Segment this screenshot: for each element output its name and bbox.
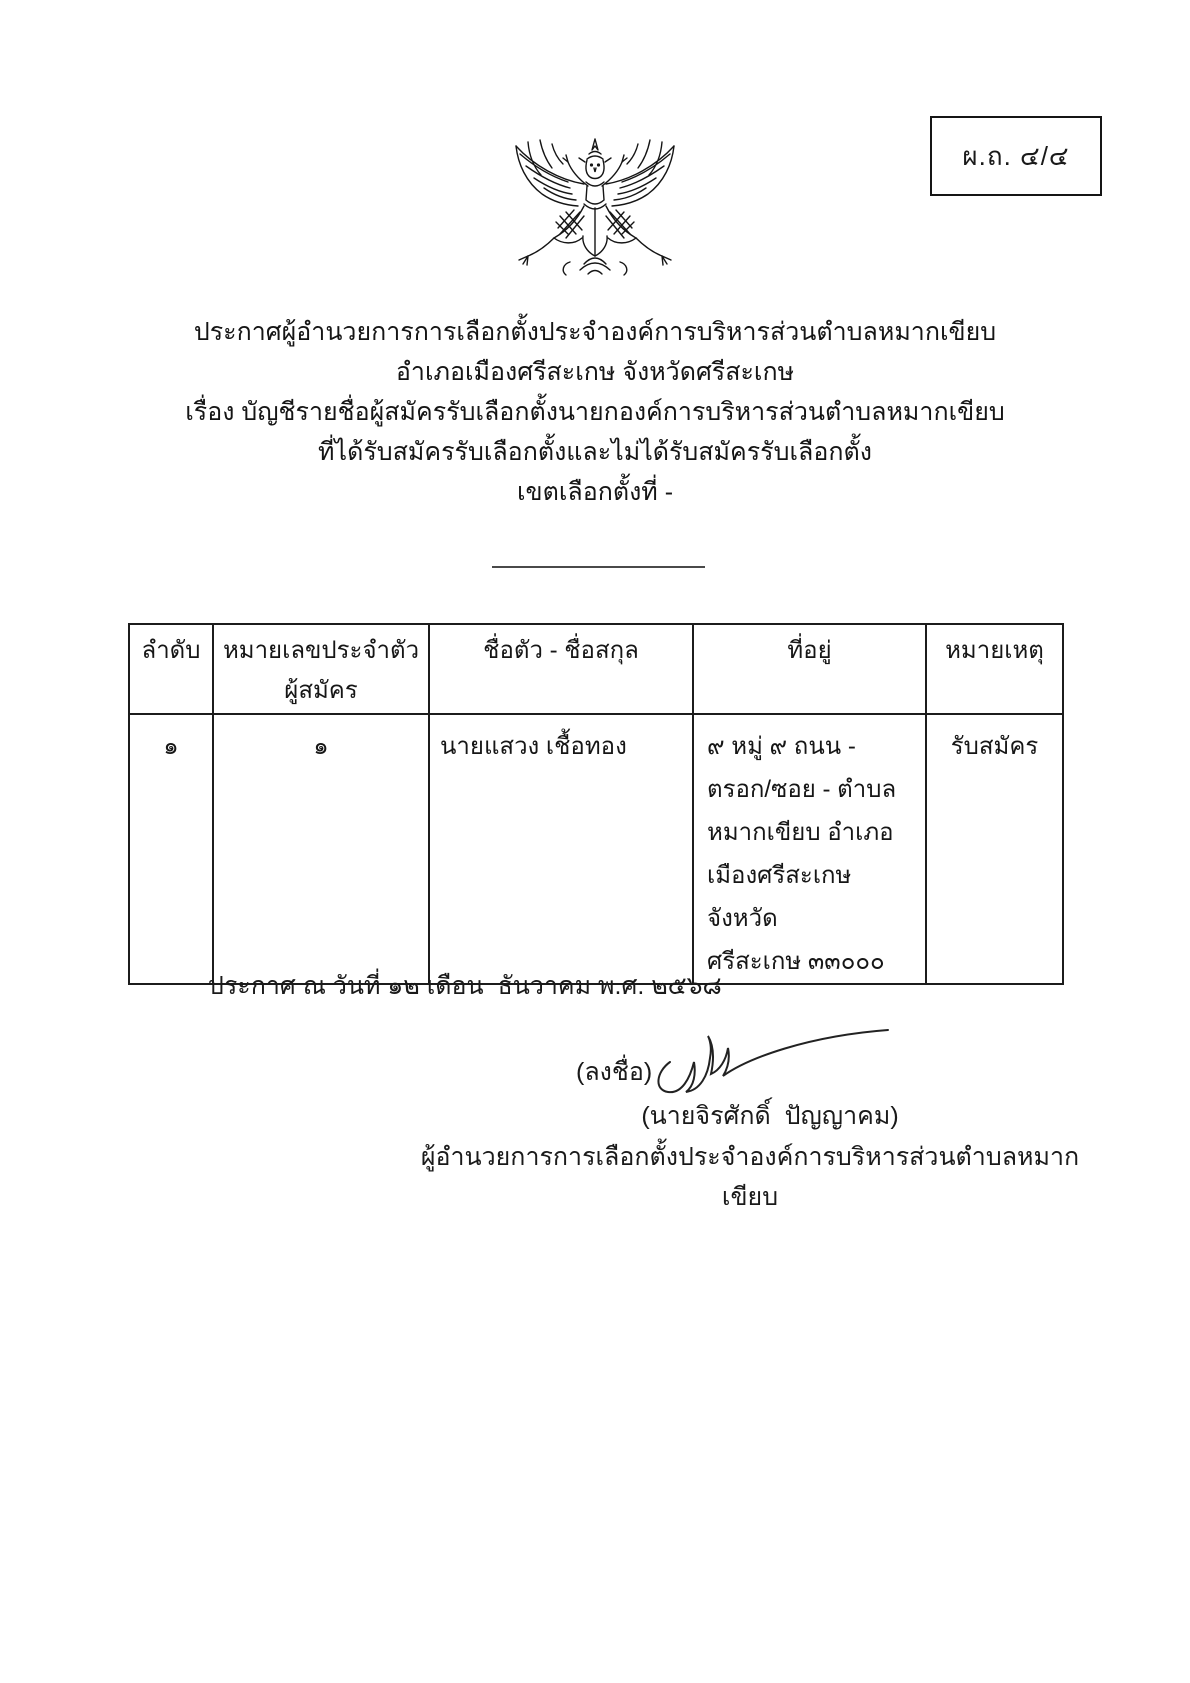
candidates-table (128, 623, 1064, 985)
table-row (129, 714, 1063, 984)
form-code-label: ผ.ถ. ๔/๔ (962, 140, 1070, 171)
title-line-5: เขตเลือกตั้งที่ - (516, 478, 674, 506)
table-header-row (129, 624, 1063, 714)
row-address: ๙ หมู่ ๙ ถนน - ตรอก/ซอย - ตำบล หมากเขียบ อำเภอ เมืองศรีสะเกษ จังหวัด ศรีสะเกษ ๓๓๐๐๐ (693, 714, 926, 984)
header-address: ที่อยู่ (693, 624, 926, 714)
signer-name: (นายจิรศักดิ์ ปัญญาคม) (641, 1102, 899, 1130)
signer-title: ผู้อำนวยการการเลือกตั้งประจำองค์การบริหารส่วนตำบลหมากเขียบ (420, 1143, 1080, 1211)
title-line-2: อำเภอเมืองศรีสะเกษ จังหวัดศรีสะเกษ (395, 358, 795, 386)
center-divider-rule (492, 566, 705, 568)
document-title-block (0, 312, 1190, 512)
header-no: ลำดับ (129, 624, 213, 714)
announcement-date-line: ประกาศ ณ วันที่ ๑๒ เดือน ธันวาคม พ.ศ. ๒๕๖๘ (208, 972, 722, 1000)
garuda-emblem-icon (500, 138, 690, 292)
row-candidate-name: นายแสวง เชื้อทอง (429, 714, 693, 984)
title-line-4: ที่ได้รับสมัครรับเลือกตั้งและไม่ได้รับสมัครรับเลือกตั้ง (318, 438, 872, 466)
sign-label: (ลงชื่อ) (576, 1058, 653, 1086)
header-remark: หมายเหตุ (926, 624, 1063, 714)
row-candidate-number: ๑ (213, 714, 429, 984)
title-line-1: ประกาศผู้อำนวยการการเลือกตั้งประจำองค์การบริหารส่วนตำบลหมากเขียบ (193, 318, 997, 346)
header-name: ชื่อตัว - ชื่อสกุล (429, 624, 693, 714)
row-remark: รับสมัคร (926, 714, 1063, 984)
title-line-3: เรื่อง บัญชีรายชื่อผู้สมัครรับเลือกตั้งนายกองค์การบริหารส่วนตำบลหมากเขียบ (185, 398, 1005, 426)
row-no: ๑ (129, 714, 213, 984)
form-code-box (930, 116, 1102, 196)
header-candidate-number: หมายเลขประจำตัว ผู้สมัคร (213, 624, 429, 714)
